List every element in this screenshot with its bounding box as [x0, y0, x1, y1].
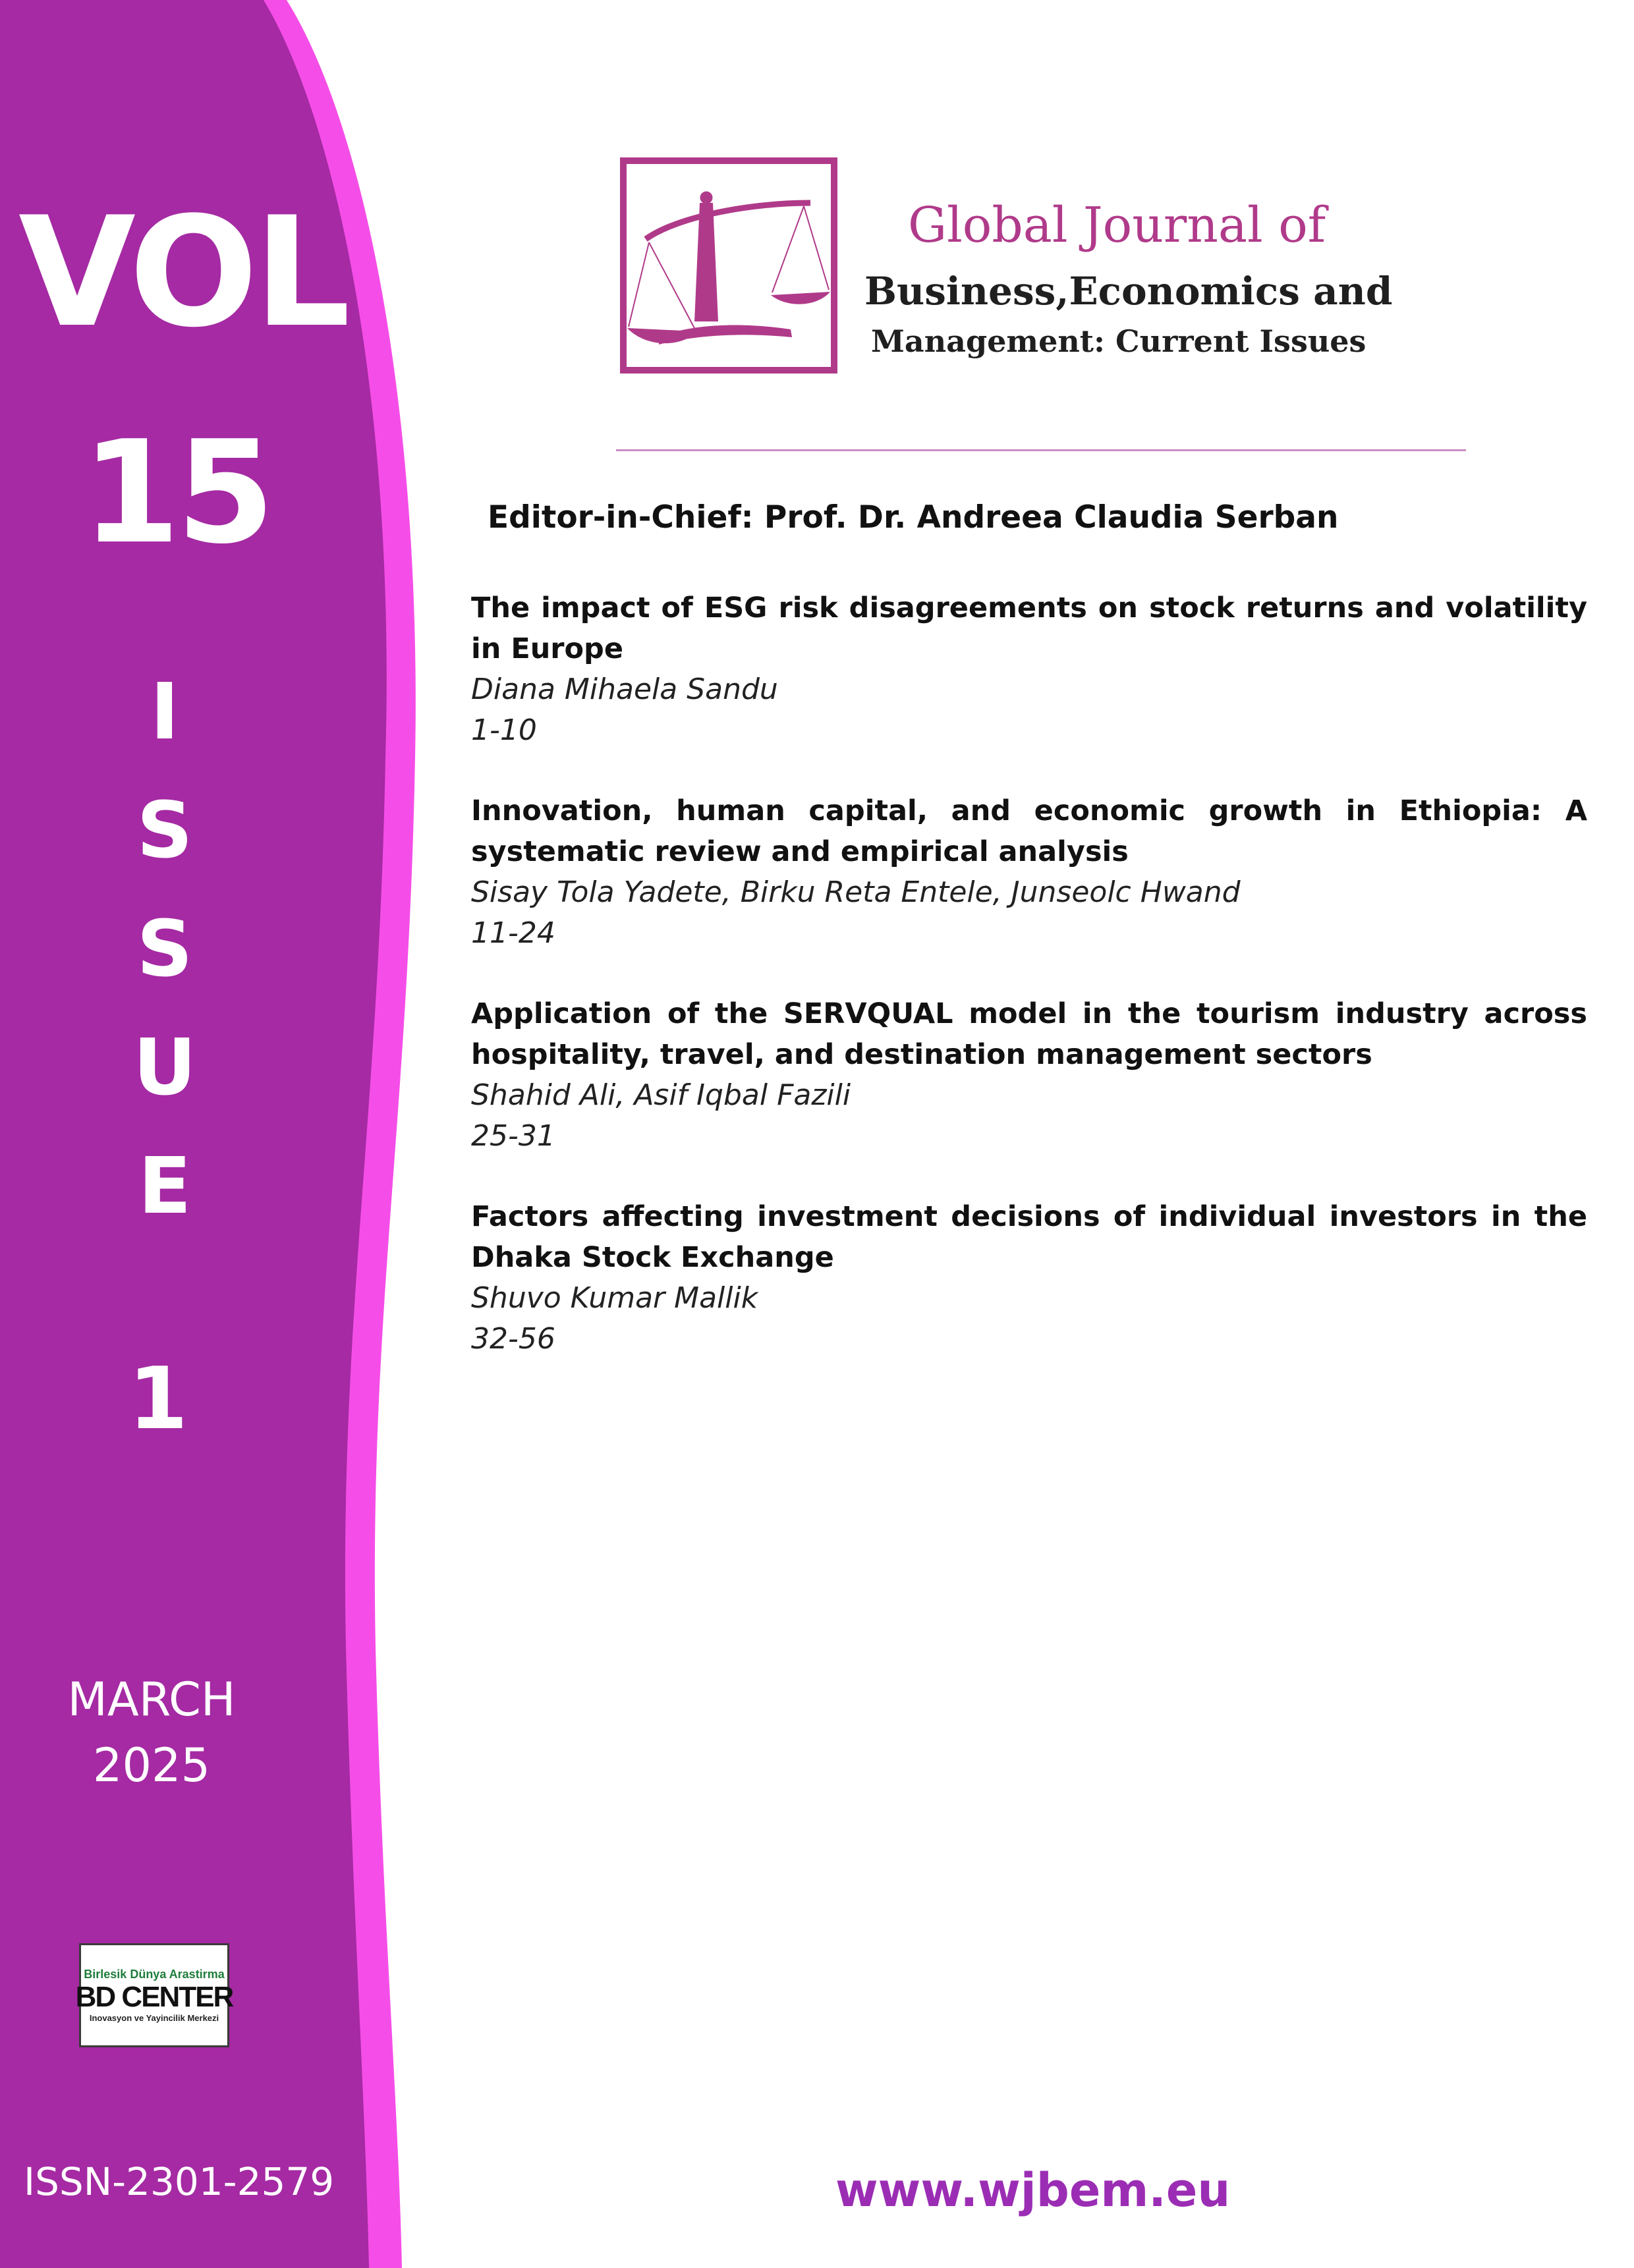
journal-title-line2: Business,Economics and	[864, 269, 1393, 314]
issue-month: MARCH	[67, 1673, 236, 1727]
volume-label: VOL	[18, 185, 347, 361]
article-title[interactable]: The impact of ESG risk disagreements on stock returns and volatility in Europe	[471, 592, 1587, 665]
editor-in-chief: Editor-in-Chief: Prof. Dr. Andreea Claudia Serban	[488, 499, 1339, 536]
issue-label	[105, 652, 224, 1245]
article-entry	[471, 993, 1587, 1157]
website-link[interactable]: www.wjbem.eu	[835, 2163, 1231, 2217]
article-authors: Shuvo Kumar Mallik	[471, 1281, 758, 1315]
article-authors: Shahid Ali, Asif Iqbal Fazili	[471, 1078, 851, 1112]
article-pages: 1-10	[471, 713, 537, 747]
article-pages: 32-56	[471, 1322, 555, 1356]
issue-year: 2025	[92, 1738, 211, 1792]
article-entry	[471, 588, 1587, 751]
article-title[interactable]: Factors affecting investment decisions of individual investors in the Dhaka Stock Exchange	[471, 1200, 1587, 1274]
issue-letter: E	[138, 1140, 192, 1231]
journal-title-line3: Management: Current Issues	[871, 323, 1366, 359]
table-of-contents	[471, 588, 1587, 1399]
issue-letter: I	[150, 666, 179, 757]
journal-title-line1: Global Journal of	[908, 197, 1326, 254]
publisher-logo-main: BD CENTER	[75, 1980, 233, 2013]
scales-of-justice-icon	[619, 157, 843, 374]
issue-letter: U	[133, 1022, 196, 1113]
issue-letter: S	[136, 903, 193, 994]
volume-number: 15	[82, 410, 271, 575]
article-authors: Diana Mihaela Sandu	[471, 673, 778, 706]
header-divider	[616, 449, 1466, 451]
issue-letter: S	[136, 785, 193, 875]
issn-number: ISSN-2301-2579	[24, 2159, 335, 2204]
article-title[interactable]: Application of the SERVQUAL model in the tourism industry across hospitality, travel, and destination management sectors	[471, 997, 1587, 1071]
article-entry	[471, 1196, 1587, 1360]
article-title[interactable]: Innovation, human capital, and economic growth in Ethiopia: A systematic review and empirical analysis	[471, 794, 1587, 868]
article-pages: 11-24	[471, 916, 555, 950]
issue-number: 1	[128, 1348, 188, 1449]
article-entry	[471, 790, 1587, 954]
article-pages: 25-31	[471, 1119, 555, 1153]
publisher-logo-top: Birlesik Dünya Arastirma	[84, 1967, 225, 1981]
publisher-logo	[75, 1943, 233, 2047]
article-authors: Sisay Tola Yadete, Birku Reta Entele, Junseolc Hwand	[471, 875, 1241, 909]
publisher-logo-bottom: Inovasyon ve Yayincilik Merkezi	[89, 2013, 219, 2024]
